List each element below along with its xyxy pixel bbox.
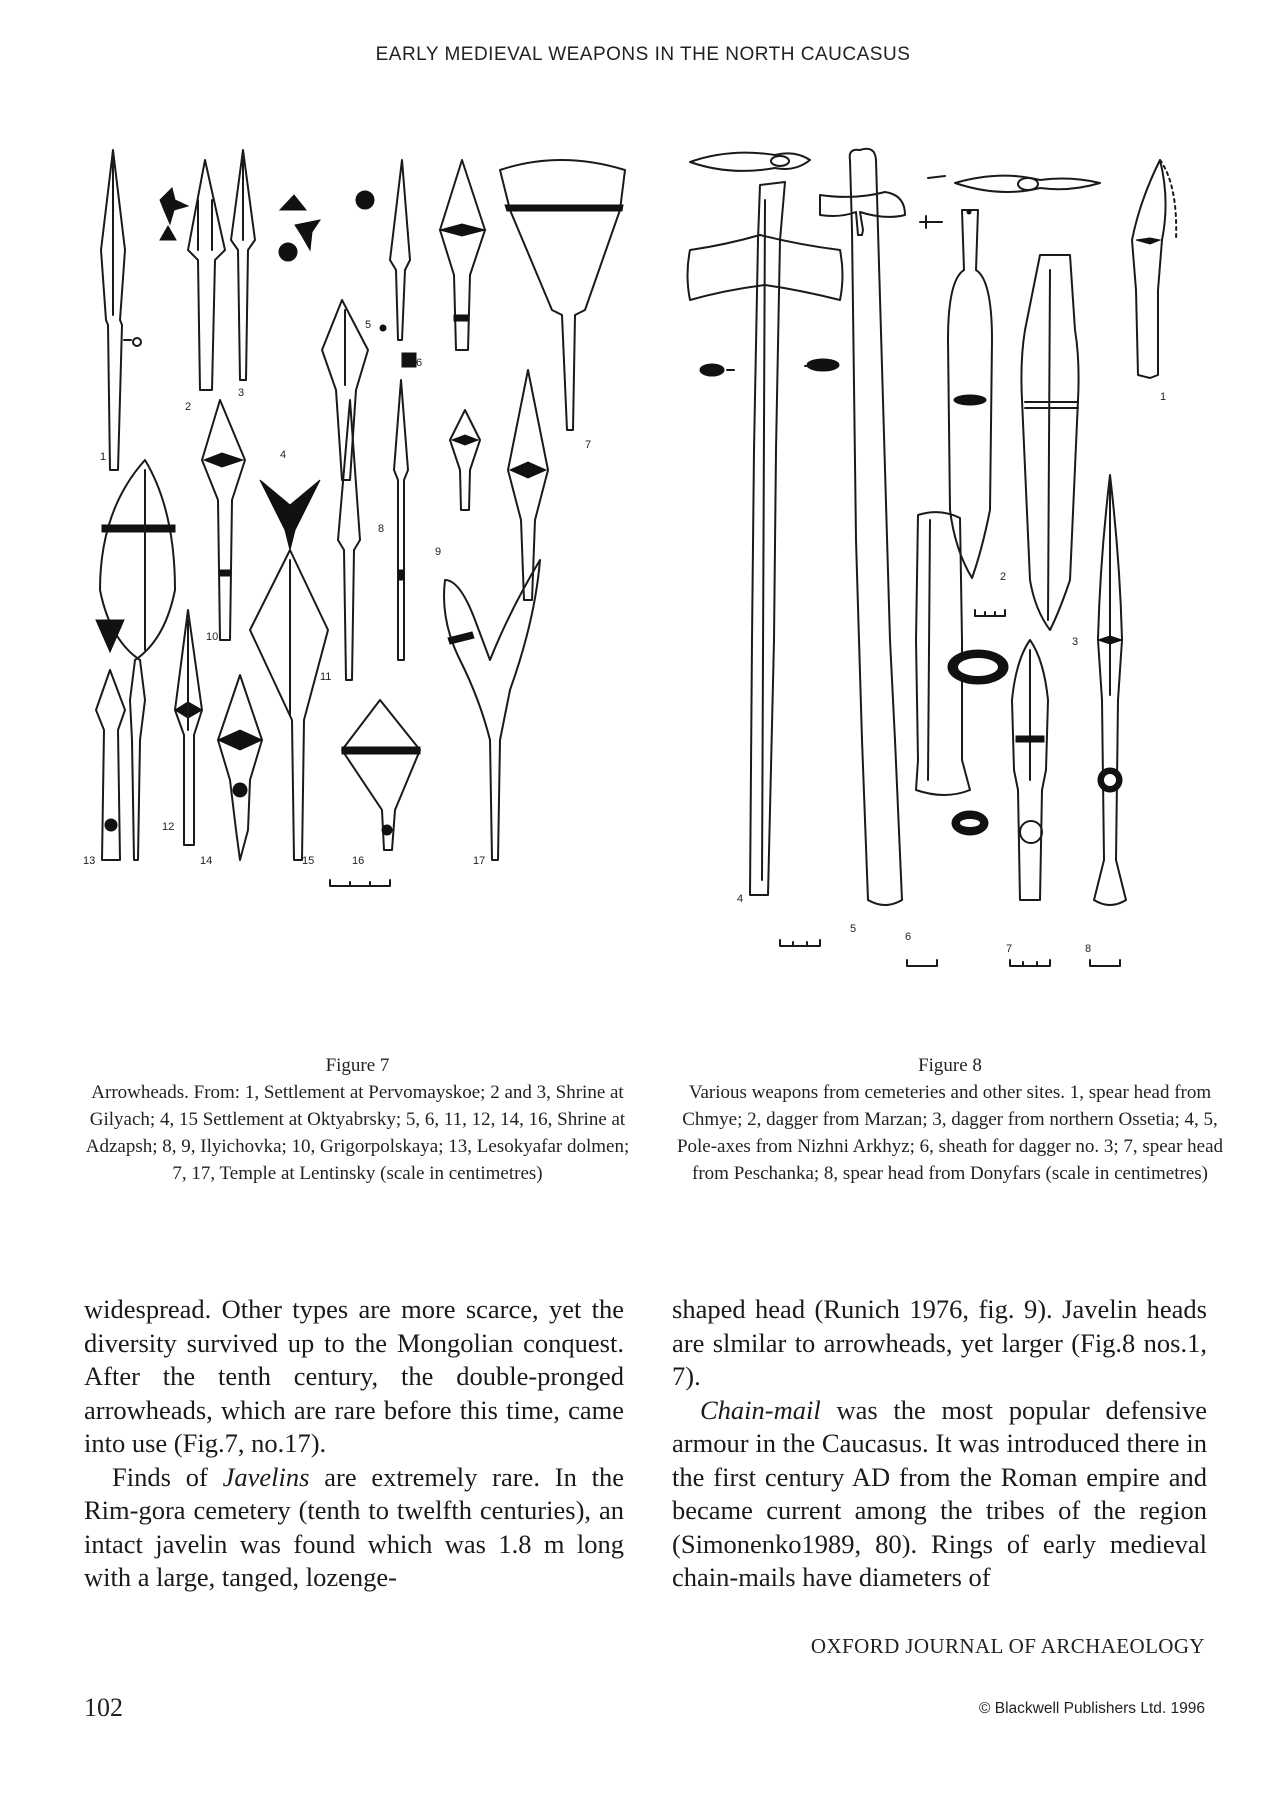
arrowhead-7 — [500, 160, 625, 430]
fig8-num-4: 4 — [737, 893, 744, 905]
fig8-num-6: 6 — [905, 931, 912, 943]
scale-bar — [907, 960, 937, 966]
paragraph: shaped head (Runich 1976, fig. 9). Javelin heads are slmilar to arrowheads, yet larger (Fig.8 nos.1, 7). — [672, 1294, 1207, 1391]
fig8-num-3: 3 — [1072, 636, 1079, 648]
fig7-num-9: 9 — [435, 546, 442, 558]
term-javelins: Javelins — [222, 1461, 310, 1492]
section-mark — [402, 353, 416, 367]
journal-name: OXFORD JOURNAL OF ARCHAEOLOGY — [810, 1634, 1205, 1658]
arrowhead-10 — [202, 400, 245, 640]
fig7-num-12: 12 — [162, 821, 175, 833]
dagger-3 — [1021, 255, 1078, 630]
fig8-num-2: 2 — [1000, 571, 1007, 583]
figure-7-caption-text: Arrowheads. From: 1, Settlement at Pervomayskoe; 2 and 3, Shrine at Gilyach; 4, 15 Settlement at Oktyabrsky; 5, 6, 11, 12, 14, 16, Shrine at Adzapsh; 8, 9, Ilyichovka; 10, Grigorpolskaya; 13, Lesokyafar dolmen; 7, 17, Temple at Lentinsky (scale in centimetres) — [85, 1082, 630, 1184]
arrowhead-14 — [218, 675, 262, 860]
arrowhead-broad-leaf — [100, 460, 175, 860]
arrowhead-16 — [342, 700, 420, 850]
arrowhead-9b — [508, 370, 548, 600]
fig7-num-2: 2 — [185, 401, 192, 413]
figure-8-caption — [670, 1052, 1230, 1187]
fig7-num-6: 6 — [416, 357, 423, 369]
running-head: EARLY MEDIEVAL WEAPONS IN THE NORTH CAUCASUS — [375, 44, 911, 65]
fig7-num-5: 5 — [365, 319, 372, 331]
fig8-num-8: 8 — [1085, 943, 1092, 955]
section-mark — [295, 220, 320, 250]
figure-7-label: Figure 7 — [325, 1055, 390, 1076]
figure-8-label: Figure 8 — [918, 1055, 982, 1076]
section-mark — [280, 195, 306, 210]
page-number: 102 — [84, 1693, 123, 1722]
arrowhead-15 — [250, 480, 328, 860]
figure-7-illustration — [80, 140, 635, 1020]
fig8-num-5: 5 — [850, 923, 857, 935]
fig7-num-10: 10 — [206, 631, 219, 643]
arrowhead-9 — [450, 410, 480, 510]
arrowheads-drawing — [80, 140, 635, 1020]
body-column-right — [672, 1293, 1207, 1595]
arrowhead-2 — [188, 160, 225, 390]
weapons-drawing — [680, 140, 1220, 1020]
dagger-2 — [948, 210, 992, 578]
section-mark — [160, 188, 188, 224]
figure-8-illustration — [680, 140, 1220, 1020]
scale-bar — [1090, 960, 1120, 966]
section-ovals — [948, 650, 1008, 835]
scale-bar — [1010, 960, 1050, 966]
spear-head-7 — [1012, 640, 1048, 900]
spear-head-1 — [1132, 160, 1176, 378]
fig7-num-16: 16 — [352, 855, 365, 867]
arrowhead-8 — [394, 380, 408, 660]
term-chain-mail: Chain-mail — [700, 1394, 821, 1425]
fig7-num-1: 1 — [100, 451, 107, 463]
paragraph: widespread. Other types are more scarce, yet the diversity survived up to the Mongolian conquest. After the tenth century, the double-pronged arrowheads, which are rare before this time, came into use (Fig.7, no.17). — [84, 1294, 624, 1458]
pole-axe-4 — [688, 182, 843, 895]
arrowhead-11 — [338, 400, 360, 680]
fig7-num-4: 4 — [280, 449, 287, 461]
fig8-num-1: 1 — [1160, 391, 1167, 403]
pole-axe-head-top-right — [928, 176, 1100, 192]
scale-bar — [975, 610, 1005, 616]
body-column-left — [84, 1293, 624, 1595]
arrowhead-12 — [175, 610, 202, 845]
arrowhead-17 — [444, 560, 540, 860]
pole-axe-5 — [805, 149, 905, 905]
fig7-num-7: 7 — [585, 439, 592, 451]
scale-bar — [330, 880, 390, 886]
arrowhead-13 — [96, 620, 125, 860]
fig8-num-7: 7 — [1006, 943, 1013, 955]
fig7-num-17: 17 — [473, 855, 486, 867]
paragraph-chain-mail: Chain-mail was the most popular defensive armour in the Caucasus. It was introduced there in the first century AD from the Roman empire and became current among the tribes of the region (Simonenko1989, 80). Rings of early medieval chain-mails have diameters of — [672, 1394, 1207, 1592]
paragraph-javelins: Finds of Javelins are extremely rare. In the Rim-gora cemetery (tenth to twelfth centuries), an intact javelin was found which was 1.8 m long with a large, tanged, lozenge- — [84, 1461, 624, 1592]
fig7-num-11: 11 — [320, 671, 332, 683]
scale-bar — [780, 940, 820, 946]
section-mark — [920, 216, 942, 228]
fig7-num-3: 3 — [238, 387, 245, 399]
pole-axe-head-top-left — [690, 153, 810, 171]
arrowhead-6 — [440, 160, 485, 350]
fig7-num-15: 15 — [302, 855, 315, 867]
arrowhead-3 — [231, 150, 255, 380]
spear-head-8 — [1094, 475, 1126, 905]
copyright-notice: © Blackwell Publishers Ltd. 1996 — [979, 1700, 1205, 1717]
figure-8-caption-text: Various weapons from cemeteries and other sites. 1, spear head from Chmye; 2, dagger from Marzan; 3, dagger from northern Ossetia; 4, 5, Pole-axes from Nizhni Arkhyz; 6, sheath for dagger no. 3; 7, spear head from Peschanka; 8, spear head from Donyfars (scale in centimetres) — [676, 1082, 1224, 1184]
fig7-num-8: 8 — [378, 523, 385, 535]
arrowhead-5 — [380, 160, 410, 340]
arrowhead-1 — [101, 150, 141, 470]
fig7-num-13: 13 — [83, 855, 96, 867]
section-mark — [160, 226, 176, 240]
fig7-num-14: 14 — [200, 855, 213, 867]
figure-7-caption — [80, 1052, 635, 1187]
